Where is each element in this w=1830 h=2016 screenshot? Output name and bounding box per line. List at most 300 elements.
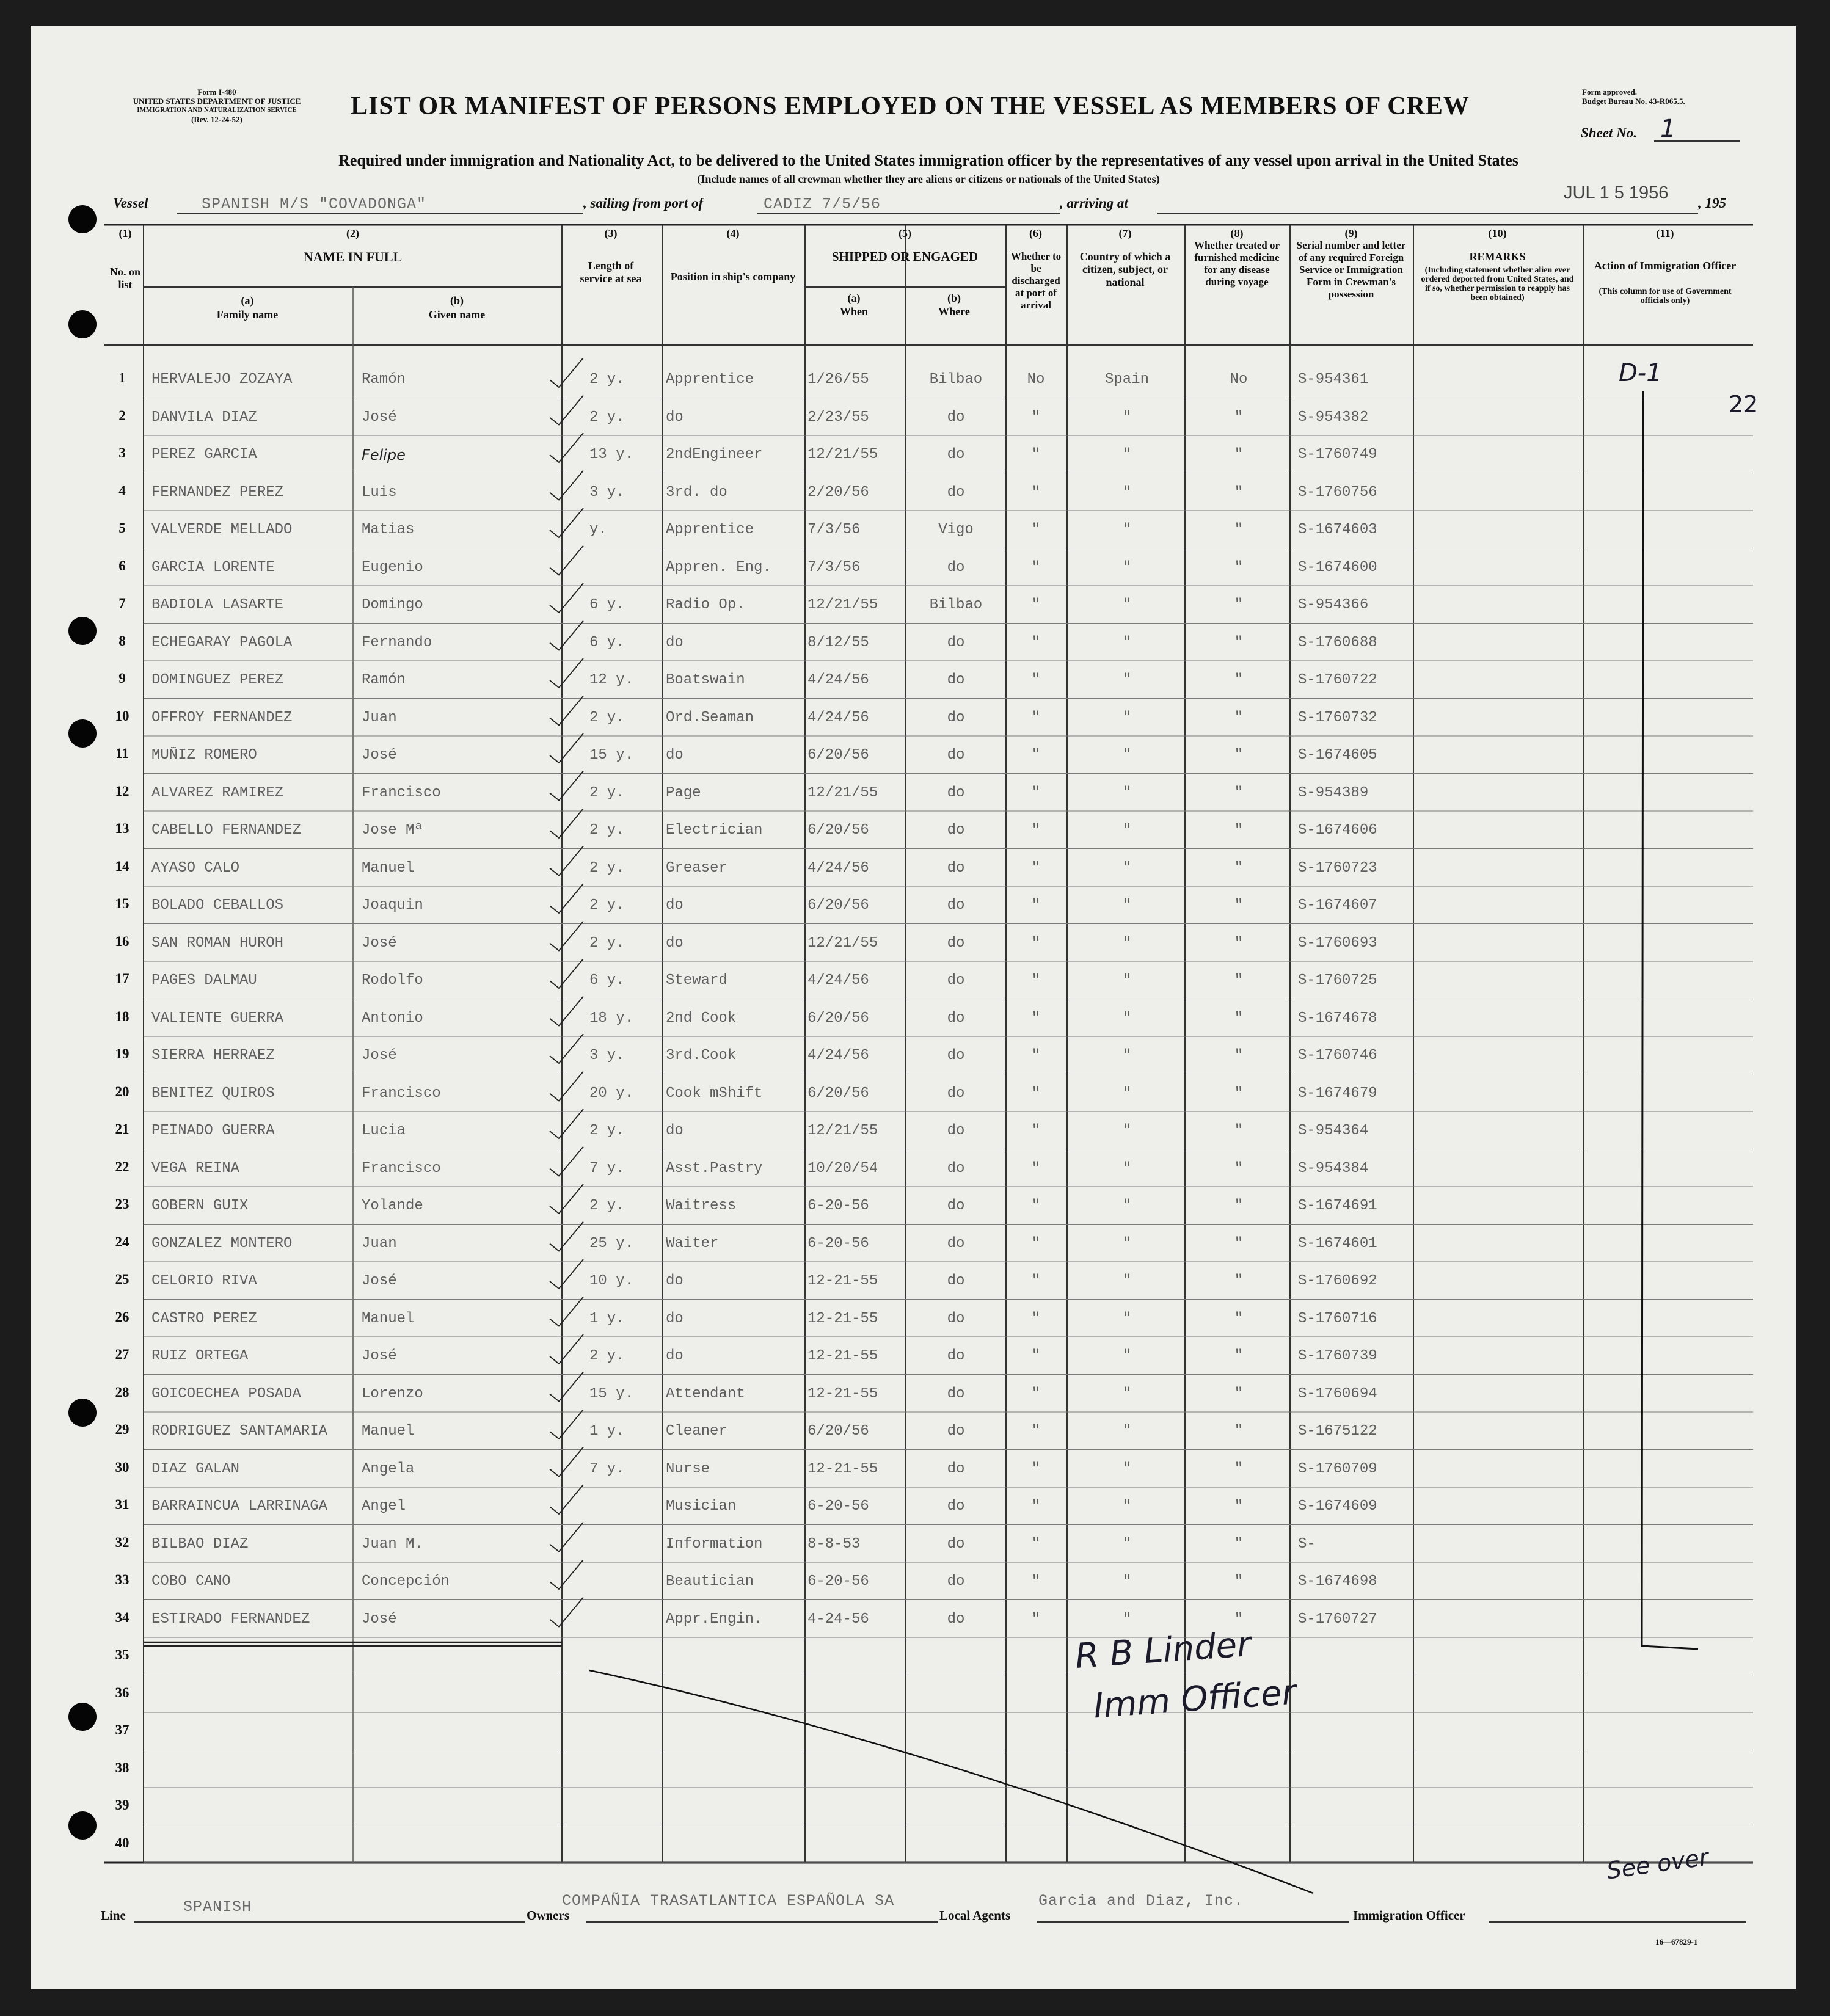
year-suffix: , 195 — [1698, 195, 1726, 211]
position-cell: do — [666, 1123, 684, 1139]
col-number: (8) — [1230, 227, 1244, 239]
service-length-cell: 20 y. — [589, 1085, 634, 1102]
serial-number-cell: S-1760692 — [1298, 1273, 1377, 1289]
family-name-cell: OFFROY FERNANDEZ — [151, 709, 293, 726]
treated-cell: " — [1234, 1573, 1244, 1590]
row-number: 35 — [115, 1647, 129, 1662]
position-cell: 2ndEngineer — [666, 446, 763, 463]
country-cell: " — [1122, 1498, 1132, 1515]
row-number: 16 — [115, 933, 129, 949]
service-length-cell: y. — [589, 522, 607, 538]
given-name-cell: José — [362, 1047, 397, 1064]
shipped-when-cell: 6/20/56 — [807, 747, 869, 763]
serial-number-cell: S-954384 — [1298, 1160, 1369, 1177]
country-cell: " — [1122, 1273, 1132, 1289]
family-name-cell: BARRAINCUA LARRINAGA — [151, 1498, 328, 1515]
discharged-cell: " — [1031, 672, 1041, 688]
given-name-cell: Angel — [362, 1498, 406, 1515]
crew-count-mark: 22 — [1729, 391, 1759, 418]
given-name-cell: Francisco — [362, 1160, 441, 1177]
family-name-cell: RODRIGUEZ SANTAMARIA — [151, 1423, 328, 1439]
given-name-cell: Juan M. — [362, 1535, 423, 1552]
given-name-cell: Yolande — [362, 1198, 423, 1214]
serial-number-cell: S-1675122 — [1298, 1423, 1377, 1439]
discharged-cell: " — [1031, 972, 1041, 989]
discharged-cell: " — [1031, 1198, 1041, 1214]
given-name-cell: José — [362, 1273, 397, 1289]
treated-cell: " — [1234, 784, 1244, 801]
shipped-where-cell: do — [947, 934, 965, 952]
shipped-when-cell: 4-24-56 — [807, 1610, 869, 1628]
shipped-where-cell: do — [947, 709, 965, 726]
country-cell: " — [1122, 1235, 1132, 1252]
family-name-cell: BENITEZ QUIROS — [151, 1085, 275, 1102]
serial-number-cell: S-1674609 — [1298, 1498, 1377, 1515]
service-length-cell: 2 y. — [589, 409, 625, 426]
treated-cell: " — [1234, 1273, 1244, 1289]
service-length-cell: 2 y. — [589, 1123, 625, 1139]
shipped-when-cell: 8/12/55 — [807, 634, 869, 651]
shipped-where-cell: do — [947, 1235, 965, 1252]
family-name-cell: RUIZ ORTEGA — [151, 1348, 249, 1364]
given-name-cell: José — [362, 1610, 397, 1628]
service-length-cell: 2 y. — [589, 784, 625, 801]
shipped-where-cell: do — [947, 1385, 965, 1402]
country-cell: " — [1122, 747, 1132, 763]
treated-cell: " — [1234, 709, 1244, 726]
shipped-when-cell: 6/20/56 — [807, 1085, 869, 1102]
row-number: 38 — [115, 1759, 129, 1775]
shipped-when-cell: 12/21/55 — [807, 446, 878, 463]
shipped-when-cell: 12/21/55 — [807, 1123, 878, 1139]
officer-field-line — [1489, 1921, 1746, 1923]
given-name-cell: Concepción — [362, 1573, 450, 1590]
shipped-when-cell: 4/24/56 — [807, 709, 869, 726]
treated-cell: " — [1234, 1123, 1244, 1139]
discharged-cell: " — [1031, 1010, 1041, 1027]
country-cell: " — [1122, 934, 1132, 952]
position-cell: Boatswain — [666, 672, 745, 688]
document-note: (Include names of all crewman whether they are aliens or citizens or nationals of the United States) — [697, 173, 1160, 185]
given-name-cell: Ramón — [362, 371, 406, 388]
row-number: 23 — [115, 1196, 129, 1212]
serial-number-cell: S-954364 — [1298, 1123, 1369, 1139]
discharged-cell: " — [1031, 897, 1041, 914]
serial-number-cell: S-1760749 — [1298, 446, 1377, 463]
shipped-when-cell: 12/21/55 — [807, 597, 878, 613]
serial-number-cell: S-1760693 — [1298, 934, 1377, 952]
country-cell: Spain — [1104, 371, 1149, 388]
service-length-cell: 6 y. — [589, 634, 625, 651]
treated-cell: " — [1234, 1610, 1244, 1628]
discharged-cell: " — [1031, 1423, 1041, 1439]
family-name-cell: CELORIO RIVA — [151, 1273, 257, 1289]
discharged-cell: " — [1031, 822, 1041, 839]
shipped-where-cell: do — [947, 1198, 965, 1214]
shipped-when-cell: 12-21-55 — [807, 1460, 878, 1477]
shipped-where-cell: do — [947, 1423, 965, 1439]
serial-number-cell: S-1760722 — [1298, 672, 1377, 688]
row-number: 31 — [115, 1497, 129, 1512]
treated-cell: " — [1234, 897, 1244, 914]
shipped-when-cell: 6/20/56 — [807, 1010, 869, 1027]
treated-cell: " — [1234, 1198, 1244, 1214]
discharged-cell: " — [1031, 446, 1041, 463]
shipped-where-cell: do — [947, 1085, 965, 1102]
family-name-cell: FERNANDEZ PEREZ — [151, 484, 284, 501]
row-number: 32 — [115, 1534, 129, 1550]
discharged-cell: " — [1031, 934, 1041, 952]
treated-cell: " — [1234, 522, 1244, 538]
shipped-where-cell: do — [947, 1273, 965, 1289]
position-cell: Apprentice — [666, 371, 754, 388]
row-number: 27 — [115, 1347, 129, 1362]
discharged-cell: " — [1031, 1273, 1041, 1289]
row-number: 9 — [118, 671, 126, 686]
serial-number-cell: S-1760688 — [1298, 634, 1377, 651]
col-header-where: Where — [938, 305, 970, 318]
given-name-cell: José — [362, 747, 397, 763]
service-length-cell: 3 y. — [589, 1047, 625, 1064]
shipped-when-cell: 8-8-53 — [807, 1535, 861, 1552]
serial-number-cell: S-954382 — [1298, 409, 1369, 426]
country-cell: " — [1122, 409, 1132, 426]
family-name-cell: DANVILA DIAZ — [151, 409, 257, 426]
country-cell: " — [1122, 522, 1132, 538]
shipped-when-cell: 6/20/56 — [807, 822, 869, 839]
discharged-cell: " — [1031, 597, 1041, 613]
col-number: (5) — [899, 227, 911, 239]
shipped-where-cell: do — [947, 859, 965, 876]
position-cell: do — [666, 747, 684, 763]
country-cell: " — [1122, 634, 1132, 651]
owners-value: COMPAÑIA TRASATLANTICA ESPAÑOLA SA — [562, 1892, 895, 1910]
row-number: 36 — [115, 1684, 129, 1700]
treated-cell: " — [1234, 409, 1244, 426]
country-cell: " — [1122, 1535, 1132, 1552]
treated-cell: " — [1234, 446, 1244, 463]
shipped-where-cell: do — [947, 634, 965, 651]
col-header-treated: Whether treated or furnished medicine for any disease during voyage — [1194, 239, 1280, 288]
serial-number-cell: S-1760727 — [1298, 1610, 1377, 1628]
row-number: 17 — [115, 971, 129, 986]
shipped-where-cell: do — [947, 1010, 965, 1027]
arriving-at-label: , arriving at — [1060, 195, 1128, 211]
country-cell: " — [1122, 897, 1132, 914]
agents-field-line — [1037, 1921, 1349, 1923]
shipped-when-cell: 4/24/56 — [807, 672, 869, 688]
shipped-when-cell: 4/24/56 — [807, 972, 869, 989]
col-header-no-on-list: No. on list — [110, 266, 141, 291]
country-cell: " — [1122, 1385, 1132, 1402]
country-cell: " — [1122, 597, 1132, 613]
serial-number-cell: S-1760732 — [1298, 709, 1377, 726]
row-number: 12 — [115, 783, 129, 799]
family-name-cell: CABELLO FERNANDEZ — [151, 822, 301, 839]
line-field-line — [134, 1921, 525, 1923]
given-name-cell: Domingo — [362, 597, 423, 613]
service-length-cell: 15 y. — [589, 1385, 634, 1402]
shipped-where-cell: do — [947, 784, 965, 801]
service-length-cell: 1 y. — [589, 1423, 625, 1439]
row-number: 13 — [115, 821, 129, 836]
position-cell: Ord.Seaman — [666, 709, 754, 726]
service-length-cell: 3 y. — [589, 484, 625, 501]
discharged-cell: " — [1031, 1385, 1041, 1402]
signature-line-1: R B Linder — [1074, 1625, 1253, 1676]
given-name-cell: Manuel — [362, 1423, 415, 1439]
position-cell: do — [666, 1310, 684, 1327]
family-name-cell: GOBERN GUIX — [151, 1198, 249, 1214]
service-length-cell: 2 y. — [589, 897, 625, 914]
col-header-when: When — [839, 305, 868, 318]
shipped-where-cell: Bilbao — [929, 597, 983, 613]
shipped-when-cell: 7/3/56 — [807, 522, 861, 538]
given-name-cell: Fernando — [362, 634, 432, 651]
signature-line-2: Imm Officer — [1092, 1672, 1297, 1727]
discharged-cell: " — [1031, 859, 1041, 876]
immigration-officer-label: Immigration Officer — [1353, 1908, 1465, 1923]
col-number: (6) — [1029, 227, 1042, 239]
treated-cell: " — [1234, 1085, 1244, 1102]
given-name-cell: Rodolfo — [362, 972, 423, 989]
country-cell: " — [1122, 1310, 1132, 1327]
shipped-when-cell: 1/26/55 — [807, 371, 869, 388]
shipped-where-cell: do — [947, 672, 965, 688]
shipped-where-cell: do — [947, 1310, 965, 1327]
position-cell: do — [666, 409, 684, 426]
sailing-from-value: CADIZ 7/5/56 — [764, 195, 881, 213]
discharged-cell: " — [1031, 522, 1041, 538]
col-header-shipped-or-engaged: SHIPPED OR ENGAGED — [831, 249, 979, 264]
discharged-cell: " — [1031, 484, 1041, 501]
family-name-cell: ECHEGARAY PAGOLA — [151, 634, 293, 651]
country-cell: " — [1122, 1160, 1132, 1177]
col-header-action-of-officer: Action of Immigration Officer — [1594, 260, 1737, 272]
given-name-cell: Matias — [362, 522, 415, 538]
given-name-cell: José — [362, 409, 397, 426]
country-cell: " — [1122, 1573, 1132, 1590]
serial-number-cell: S-1674606 — [1298, 822, 1377, 839]
service-length-cell: 1 y. — [589, 1310, 625, 1327]
service-length-cell: 15 y. — [589, 747, 634, 763]
country-cell: " — [1122, 972, 1132, 989]
col-number: (2) — [346, 227, 359, 239]
discharged-cell: " — [1031, 1235, 1041, 1252]
serial-number-cell: S-1674605 — [1298, 747, 1377, 763]
country-cell: " — [1122, 822, 1132, 839]
service-length-cell: 2 y. — [589, 1198, 625, 1214]
country-cell: " — [1122, 1010, 1132, 1027]
treated-cell: " — [1234, 1535, 1244, 1552]
budget-bureau-number: Budget Bureau No. 43-R065.5. — [1582, 96, 1685, 106]
form-revision: (Rev. 12-24-52) — [191, 115, 242, 124]
service-length-cell: 13 y. — [589, 446, 634, 463]
discharged-cell: " — [1031, 709, 1041, 726]
given-name-cell: Eugenio — [362, 559, 423, 576]
service-length-cell: 2 y. — [589, 1348, 625, 1364]
discharged-cell: " — [1031, 559, 1041, 576]
col-number: (10) — [1488, 227, 1507, 239]
given-name-cell: Joaquin — [362, 897, 423, 914]
row-number: 10 — [115, 708, 129, 724]
form-approved: Form approved. — [1582, 87, 1638, 96]
country-cell: " — [1122, 1085, 1132, 1102]
col-number: (7) — [1118, 227, 1132, 239]
shipped-where-cell: do — [947, 446, 965, 463]
position-cell: Cook mShift — [666, 1085, 763, 1102]
discharged-cell: " — [1031, 1085, 1041, 1102]
given-name-cell: Lucia — [362, 1123, 406, 1139]
discharged-cell: " — [1031, 1348, 1041, 1364]
col-header-name-in-full: NAME IN FULL — [303, 249, 403, 264]
treated-cell: " — [1234, 559, 1244, 576]
serial-number-cell: S-1674691 — [1298, 1198, 1377, 1214]
row-number: 1 — [118, 370, 126, 385]
shipped-when-cell: 4/24/56 — [807, 1047, 869, 1064]
row-number: 29 — [115, 1422, 129, 1437]
discharged-cell: " — [1031, 1460, 1041, 1477]
shipped-when-cell: 12-21-55 — [807, 1273, 878, 1289]
col-header-family-name: Family name — [216, 308, 279, 321]
treated-cell: " — [1234, 1385, 1244, 1402]
treated-cell: " — [1234, 597, 1244, 613]
given-name-cell: Jose Mª — [362, 822, 423, 839]
row-number: 3 — [118, 445, 126, 460]
position-cell: Radio Op. — [666, 597, 745, 613]
row-number: 30 — [115, 1459, 129, 1475]
serial-number-cell: S-1760716 — [1298, 1310, 1377, 1327]
family-name-cell: HERVALEJO ZOZAYA — [151, 371, 293, 388]
shipped-where-cell: Vigo — [938, 522, 974, 538]
serial-number-cell: S-1674601 — [1298, 1235, 1377, 1252]
treated-cell: " — [1234, 672, 1244, 688]
col-header-serial-number: Serial number and letter of any required Foreign Service or Immigration Form in Crewman's possession — [1296, 239, 1406, 300]
owners-field-line — [586, 1921, 938, 1923]
row-number: 25 — [115, 1272, 129, 1287]
family-name-cell: VALVERDE MELLADO — [151, 522, 293, 538]
service-name: IMMIGRATION AND NATURALIZATION SERVICE — [137, 106, 297, 114]
shipped-where-cell: do — [947, 972, 965, 989]
serial-number-cell: S-1674698 — [1298, 1573, 1377, 1590]
print-code: 16—67829-1 — [1655, 1937, 1698, 1946]
discharged-cell: " — [1031, 1610, 1041, 1628]
row-number: 14 — [115, 858, 129, 874]
row-number: 19 — [115, 1046, 129, 1061]
given-name-cell: Antonio — [362, 1010, 423, 1027]
family-name-cell: BILBAO DIAZ — [151, 1535, 249, 1552]
position-cell: Beautician — [666, 1573, 754, 1590]
row-number: 39 — [115, 1797, 129, 1813]
position-cell: do — [666, 1273, 684, 1289]
family-name-cell: DOMINGUEZ PEREZ — [151, 672, 284, 688]
family-name-cell: BOLADO CEBALLOS — [151, 897, 284, 914]
shipped-where-cell: do — [947, 822, 965, 839]
family-name-cell: SAN ROMAN HUROH — [151, 934, 284, 952]
row-number: 22 — [115, 1159, 129, 1174]
col-subheader-b: (b) — [450, 294, 464, 307]
shipped-when-cell: 4/24/56 — [807, 859, 869, 876]
col-header-discharged: Whether to be discharged at port of arrival — [1010, 250, 1062, 311]
shipped-where-cell: do — [947, 1160, 965, 1177]
document-title: LIST OR MANIFEST OF PERSONS EMPLOYED ON THE VESSEL AS MEMBERS OF CREW — [351, 92, 1470, 120]
position-cell: Waitress — [666, 1198, 737, 1214]
service-length-cell: 2 y. — [589, 709, 625, 726]
serial-number-cell: S-1760725 — [1298, 972, 1377, 989]
position-cell: do — [666, 1348, 684, 1364]
treated-cell: " — [1234, 934, 1244, 952]
country-cell: " — [1122, 672, 1132, 688]
serial-number-cell: S-1760723 — [1298, 859, 1377, 876]
discharged-cell: " — [1031, 634, 1041, 651]
shipped-when-cell: 6/20/56 — [807, 897, 869, 914]
family-name-cell: CASTRO PEREZ — [151, 1310, 257, 1327]
treated-cell: " — [1234, 1423, 1244, 1439]
treated-cell: " — [1234, 1235, 1244, 1252]
serial-number-cell: S-1674600 — [1298, 559, 1377, 576]
document-subtitle: Required under immigration and Nationality Act, to be delivered to the United States immigration officer by the representatives of any vessel upon arrival in the United States — [338, 151, 1518, 169]
shipped-where-cell: do — [947, 484, 965, 501]
treated-cell: " — [1234, 1047, 1244, 1064]
position-cell: do — [666, 897, 684, 914]
treated-cell: " — [1234, 822, 1244, 839]
serial-number-cell: S-1760694 — [1298, 1385, 1377, 1402]
serial-number-cell: S-1760756 — [1298, 484, 1377, 501]
shipped-when-cell: 6-20-56 — [807, 1198, 869, 1214]
country-cell: " — [1122, 1610, 1132, 1628]
treated-cell: No — [1230, 371, 1248, 388]
row-number: 20 — [115, 1083, 129, 1099]
serial-number-cell: S-954366 — [1298, 597, 1369, 613]
sheet-number-value: 1 — [1660, 115, 1676, 143]
shipped-when-cell: 12/21/55 — [807, 784, 878, 801]
serial-number-cell: S-1674603 — [1298, 522, 1377, 538]
row-number: 4 — [118, 482, 126, 498]
col-header-remarks: REMARKS — [1469, 250, 1526, 263]
shipped-when-cell: 6-20-56 — [807, 1498, 869, 1515]
position-cell: Musician — [666, 1498, 737, 1515]
row-number: 15 — [115, 896, 129, 911]
row-number: 21 — [115, 1121, 129, 1137]
department-name: UNITED STATES DEPARTMENT OF JUSTICE — [133, 96, 301, 106]
row-number: 34 — [115, 1609, 129, 1625]
position-cell: Electrician — [666, 822, 763, 839]
country-cell: " — [1122, 484, 1132, 501]
discharged-cell: " — [1031, 1160, 1041, 1177]
line-value: SPANISH — [183, 1898, 252, 1916]
service-length-cell: 10 y. — [589, 1273, 634, 1289]
shipped-when-cell: 6/20/56 — [807, 1423, 869, 1439]
country-cell: " — [1122, 559, 1132, 576]
position-cell: Asst.Pastry — [666, 1160, 763, 1177]
position-cell: Apprentice — [666, 522, 754, 538]
position-cell: Appr.Engin. — [666, 1610, 763, 1628]
discharged-cell: " — [1031, 1535, 1041, 1552]
row-number: 6 — [118, 558, 126, 573]
country-cell: " — [1122, 1348, 1132, 1364]
shipped-where-cell: do — [947, 1348, 965, 1364]
position-cell: 2nd Cook — [666, 1010, 737, 1027]
given-name-cell: Angela — [362, 1460, 415, 1477]
position-cell: Page — [666, 784, 701, 801]
country-cell: " — [1122, 1423, 1132, 1439]
shipped-when-cell: 6-20-56 — [807, 1573, 869, 1590]
serial-number-cell: S-1760709 — [1298, 1460, 1377, 1477]
shipped-where-cell: do — [947, 559, 965, 576]
family-name-cell: AYASO CALO — [151, 859, 240, 876]
shipped-when-cell: 10/20/54 — [807, 1160, 878, 1177]
service-length-cell: 2 y. — [589, 371, 625, 388]
